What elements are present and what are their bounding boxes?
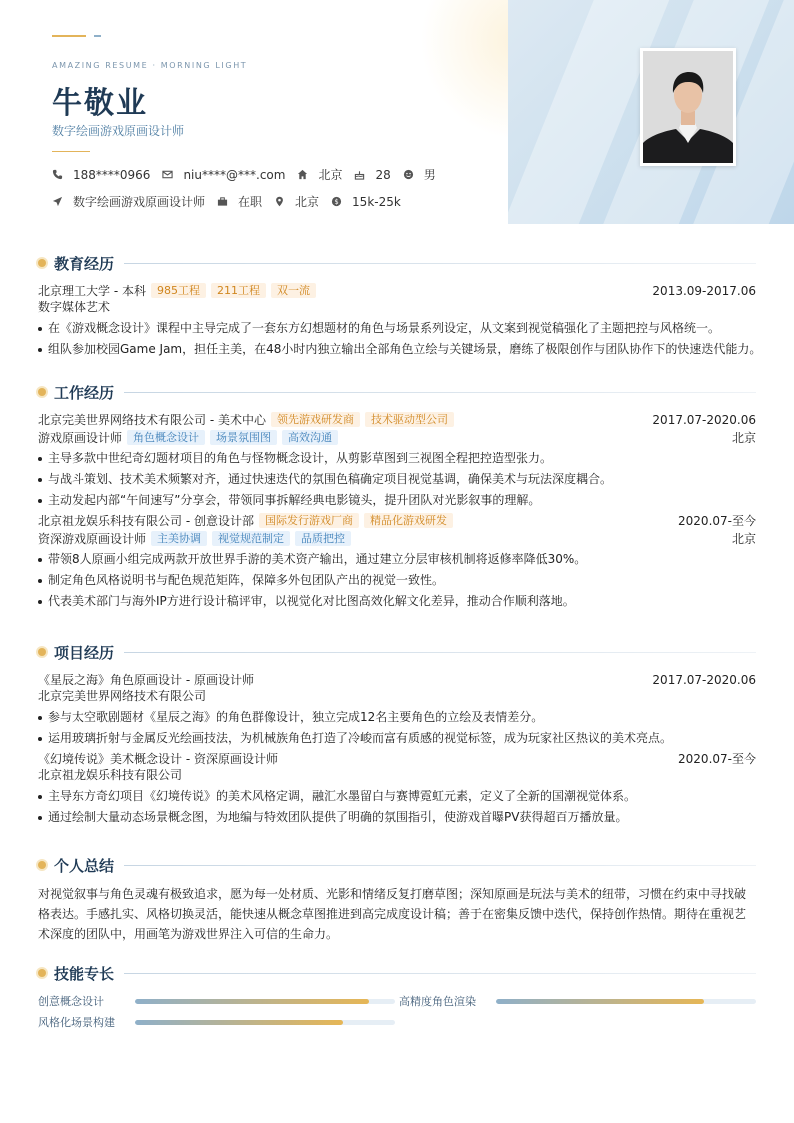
project-period: 2020.07-至今 [678,752,756,766]
section-bullet-icon [38,861,46,869]
skills-grid [38,992,756,1031]
job-bullet: 主导多款中世纪奇幻题材项目的角色与怪物概念设计，从剪影草图到三视图全程把控造型张力。 [38,450,756,467]
location [297,166,342,183]
job-role-row [38,530,756,547]
cake-icon [354,169,365,180]
gender-value: 男 [423,168,436,182]
role-tag: 视觉规范制定 [212,531,290,546]
age [354,168,390,182]
skill-item [38,992,395,1010]
intent-row [52,193,413,210]
intent-position-value: 数字绘画游戏原画设计师 [73,195,206,209]
project-entry [38,750,756,826]
role-tag: 主美协调 [151,531,207,546]
education-period: 2013.09-2017.06 [652,283,756,298]
section-divider [124,263,756,264]
section-divider [124,865,756,866]
project-bullet: 参与太空歌剧题材《星辰之海》的角色群像设计，独立完成12名主要角色的立绘及表情差分。 [38,709,756,726]
job-period: 2020.07-至今 [678,514,756,528]
section-summary [38,854,756,944]
section-title: 教育经历 [54,254,115,273]
project-company: 北京祖龙娱乐科技有限公司 [38,768,183,782]
skill-name: 创意概念设计 [38,995,104,1008]
job-role: 资深游戏原画设计师 [38,532,147,546]
skill-bar [135,1020,395,1025]
candidate-name: 牛敬业 [52,86,148,121]
summary-text: 对视觉叙事与角色灵魂有极致追求，愿为每一处材质、光影和情绪反复打磨草图；深知原画是玩法与美术的纽带，习惯在约束中寻找破格表达。手感扎实、风格切换灵活，能快速从概念草图推进到高完成度设计稿；善于在密集反馈中迭代，保持创作热情。期待在重视艺术深度的团队中，用画笔为游戏世界注入可信的生命力。 [38,887,747,941]
age-value: 28 [375,167,391,182]
company-tag: 领先游戏研发商 [271,412,360,427]
company-tag: 精品化游戏研发 [364,513,453,528]
pin-icon [274,196,285,207]
send-icon [52,196,63,207]
phone-icon [52,169,63,180]
section-bullet-icon [38,969,46,977]
skill-bar [135,999,395,1004]
avatar [643,51,733,163]
resume-tagline: AMAZING RESUME · MORNING LIGHT [52,61,248,70]
education-bullet: 组队参加校园Game Jam，担任主美，在48小时内独立输出全部角色立绘与关键场景，磨练了极限创作与团队协作下的快速迭代能力。 [38,341,756,358]
intent-position [52,193,205,210]
job-city: 北京 [731,532,756,546]
decor-line-blue [94,35,101,37]
project-bullet: 主导东方奇幻项目《幻境传说》的美术风格定调，融汇水墨留白与赛博霓虹元素，定义了全新的国潮视觉体系。 [38,788,756,805]
project-name: 《星辰之海》角色原画设计 - 原画设计师 [38,673,254,687]
section-header [38,252,756,274]
role-tag: 高效沟通 [282,430,338,445]
gender [403,166,436,183]
section-bullet-icon [38,259,46,267]
role-tag: 角色概念设计 [127,430,205,445]
job-bullet: 制定角色风格说明书与配色规范矩阵，保障多外包团队产出的视觉一致性。 [38,572,756,589]
job-company-row [38,411,756,428]
email [162,168,285,182]
job-company-row [38,512,756,529]
section-header [38,381,756,403]
home-icon [297,169,308,180]
section-header [38,641,756,663]
avatar-frame [640,48,736,166]
money-icon [331,196,342,207]
mail-icon [162,169,173,180]
intent-status [217,193,262,210]
section-education [38,252,762,361]
role-tag: 品质把控 [295,531,351,546]
section-title: 技能专长 [54,964,115,983]
skill-bar-fill [496,999,704,1004]
skill-name: 风格化场景构建 [38,1016,115,1029]
svg-text:$: $ [334,197,339,206]
smiley-icon [403,169,414,180]
skill-bar-fill [135,1020,343,1025]
project-entry [38,671,756,747]
job-city: 北京 [731,431,756,445]
job-bullet: 代表美术部门与海外IP方进行设计稿评审，以视觉化对比图高效化解文化差异，推动合作顺利落地。 [38,593,756,610]
divider [52,151,90,152]
intent-salary-value: 15k-25k [352,194,401,209]
job-role-row [38,429,756,446]
avatar-portrait-icon [643,51,733,163]
company-tag: 国际发行游戏厂商 [259,513,359,528]
job-bullet: 与战斗策划、技术美术频繁对齐，通过快速迭代的氛围色稿确定项目视觉基调，确保美术与玩法深度耦合。 [38,471,756,488]
email-value: niu****@***.com [183,167,286,182]
briefcase-icon [217,196,228,207]
decor-line-gold [52,35,86,37]
job-bullet: 主动发起内部“午间速写”分享会，带领同事拆解经典电影镜头，提升团队对光影叙事的理解。 [38,492,756,509]
role-tag: 场景氛围图 [210,430,277,445]
section-skills [38,962,756,1031]
project-row [38,750,756,767]
section-title: 个人总结 [54,856,115,875]
phone-value: 188****0966 [73,167,151,182]
intent-status-value: 在职 [238,195,263,209]
section-projects [38,641,756,829]
project-row [38,671,756,688]
education-bullet: 在《游戏概念设计》课程中主导完成了一套东方幻想题材的角色与场景系列设定，从文案到视觉稿强化了主题把控与风格统一。 [38,320,756,337]
intent-city-value: 北京 [295,195,320,209]
school-tag: 双一流 [271,283,316,298]
project-bullet: 运用玻璃折射与金属反光绘画技法，为机械族角色打造了冷峻而富有质感的视觉标签，成为玩家社区热议的美术亮点。 [38,730,756,747]
project-company: 北京完美世界网络技术有限公司 [38,689,207,703]
school-tag: 211工程 [211,283,266,298]
job-period: 2017.07-2020.06 [652,412,756,427]
section-bullet-icon [38,388,46,396]
skill-bar [496,999,756,1004]
job-bullet: 带领8人原画小组完成两款开放世界手游的美术资产输出，通过建立分层审核机制将返修率降低30%。 [38,551,756,568]
section-work [38,381,756,613]
company-name: 北京祖龙娱乐科技有限公司 - 创意设计部 [38,514,254,528]
section-title: 工作经历 [54,383,115,402]
skill-item [399,992,756,1010]
project-bullet: 通过绘制大量动态场景概念图，为地编与特效团队提供了明确的氛围指引，使游戏首曝PV获得超百万播放量。 [38,809,756,826]
skill-bar-fill [135,999,369,1004]
section-header [38,854,756,876]
company-name: 北京完美世界网络技术有限公司 - 美术中心 [38,413,266,427]
project-name: 《幻境传说》美术概念设计 - 资深原画设计师 [38,752,278,766]
job-role: 游戏原画设计师 [38,431,123,445]
major: 数字媒体艺术 [38,300,111,314]
section-title: 项目经历 [54,643,115,662]
location-value: 北京 [318,168,343,182]
job-entry [38,411,756,509]
skill-item [38,1013,395,1031]
project-period: 2017.07-2020.06 [652,672,756,687]
job-entry [38,512,756,610]
intent-salary [331,195,401,209]
phone [52,168,150,182]
education-row [38,282,756,299]
company-tag: 技术驱动型公司 [365,412,454,427]
section-divider [124,652,756,653]
candidate-title: 数字绘画游戏原画设计师 [52,124,185,138]
intent-city [274,193,319,210]
section-header [38,962,756,984]
contact-row [52,166,448,183]
section-bullet-icon [38,648,46,656]
skill-name: 高精度角色渲染 [399,995,476,1008]
section-divider [124,392,756,393]
school-name: 北京理工大学 - 本科 [38,284,146,298]
school-tag: 985工程 [151,283,206,298]
section-divider [124,973,756,974]
